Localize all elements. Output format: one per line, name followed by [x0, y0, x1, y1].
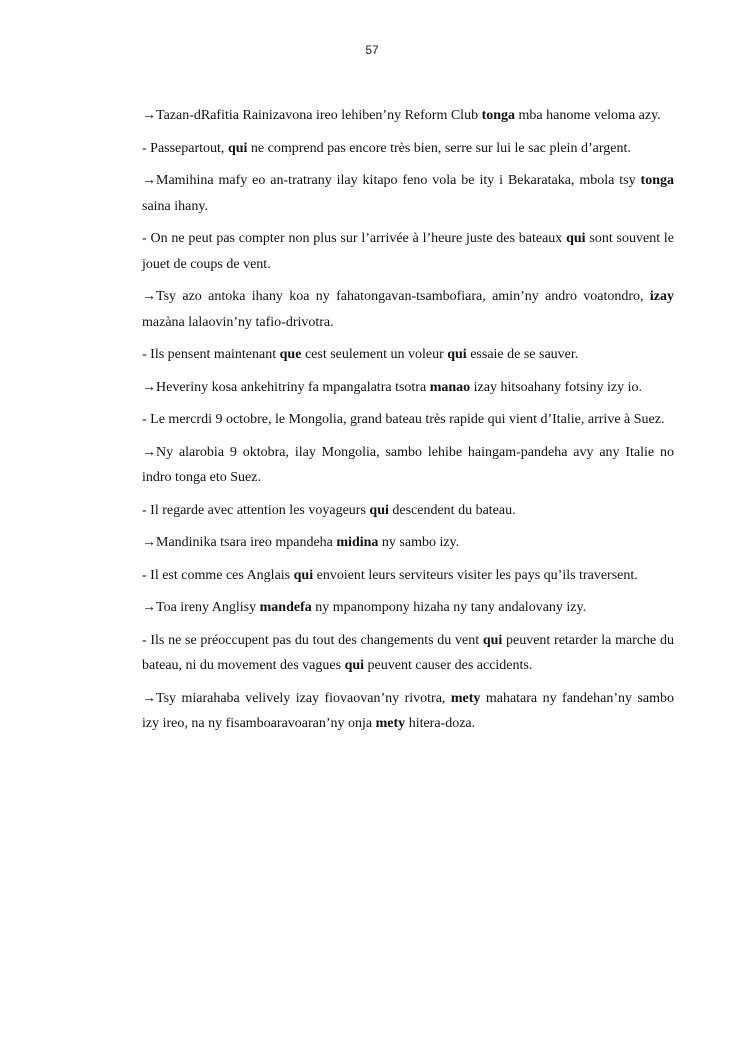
text-run: ny sambo izy. — [378, 535, 460, 550]
bold-term: qui — [369, 502, 389, 518]
bold-term: midina — [336, 535, 379, 550]
text-run: →Ny alarobia 9 oktobra, ilay Mongolia, sambo lehibe haingam-pandeha avy any Italie no indro tonga eto Suez. — [142, 444, 674, 485]
text-run: cest seulement un voleur — [301, 347, 448, 362]
bold-term: qui — [344, 658, 365, 673]
text-run: descendent du bateau. — [388, 502, 516, 518]
bold-term: qui — [227, 140, 248, 156]
text-run: mahatara ny fandehan’ny sambo izy ireo, na ny fisamboaravoaran’ny onja — [142, 690, 674, 731]
text-run: saina ihany. — [142, 198, 208, 214]
text-run: →Toa ireny Anglisy — [142, 600, 260, 615]
document-body — [142, 103, 674, 744]
bold-term: manao — [429, 379, 471, 395]
text-run: hitera-doza. — [405, 716, 476, 731]
paragraph — [142, 284, 674, 335]
bold-term: tonga — [640, 173, 674, 188]
text-run: mazàna lalaovin’ny tafio-drivotra. — [142, 314, 334, 330]
text-run: - Il est comme ces Anglais — [142, 567, 294, 583]
paragraph — [142, 440, 674, 491]
bold-term: qui — [447, 347, 467, 362]
text-run: mba hanome veloma azy. — [515, 108, 661, 123]
bold-term: que — [279, 347, 302, 362]
paragraph — [142, 530, 674, 556]
text-run: →Tsy azo antoka ihany koa ny fahatongavan-tsambofiara, amin’ny andro voatondro, — [142, 289, 650, 304]
paragraph — [142, 103, 674, 129]
text-run: - Ils pensent maintenant — [142, 347, 280, 362]
paragraph — [142, 342, 674, 368]
text-run: - Ils ne se préoccupent pas du tout des changements du vent — [142, 632, 483, 648]
bold-term: qui — [566, 231, 586, 246]
paragraph — [142, 686, 674, 737]
paragraph — [142, 563, 674, 589]
text-run: →Tazan-dRafitia Rainizavona ireo lehiben’ny Reform Club — [142, 108, 482, 123]
paragraph — [142, 168, 674, 219]
bold-term: mety — [375, 716, 406, 731]
paragraph — [142, 595, 674, 621]
text-run: peuvent causer des accidents. — [364, 658, 533, 673]
text-run: →Tsy miarahaba velively izay fiovaovan’ny rivotra, — [142, 690, 451, 706]
paragraph — [142, 498, 674, 524]
text-run: - On ne peut pas compter non plus sur l’arrivée à l’heure juste des bateaux — [142, 231, 567, 246]
paragraph — [142, 136, 674, 162]
text-run: →Mandinika tsara ireo mpandeha — [142, 535, 337, 550]
text-run: peuvent retarder la marche du bateau, ni du movement des vagues — [142, 632, 674, 673]
paragraph — [142, 226, 674, 277]
text-run: →Mamihina mafy eo an-tratrany ilay kitapo feno vola be ity i Bekarataka, mbola tsy — [142, 173, 641, 188]
paragraph — [142, 407, 674, 433]
bold-term: mety — [450, 690, 481, 706]
text-run: - Passepartout, — [142, 140, 228, 156]
text-run: sont souvent le jouet de coups de vent. — [142, 231, 674, 272]
text-run: ny mpanompony hizaha ny tany andalovany izy. — [311, 600, 587, 615]
text-run: →Heveriny kosa ankehitriny fa mpangalatra tsotra — [142, 379, 430, 395]
paragraph — [142, 375, 674, 401]
bold-term: tonga — [481, 108, 516, 123]
text-run: envoient leurs serviteurs visiter les pays qu’ils traversent. — [313, 567, 638, 583]
bold-term: izay — [649, 289, 674, 304]
bold-term: qui — [482, 632, 503, 648]
text-run: izay hitsoahany fotsiny izy io. — [470, 379, 642, 395]
bold-term: mandefa — [259, 600, 312, 615]
text-run: essaie de se sauver. — [466, 347, 579, 362]
text-run: ne comprend pas encore très bien, serre sur lui le sac plein d’argent. — [247, 140, 631, 156]
page-number: 57 — [365, 43, 379, 57]
text-run: - Le mercrdi 9 octobre, le Mongolia, grand bateau très rapide qui vient d’Italie, arrive à Suez. — [142, 412, 665, 427]
paragraph — [142, 628, 674, 679]
bold-term: qui — [293, 567, 314, 583]
text-run: - Il regarde avec attention les voyageurs — [142, 502, 370, 518]
